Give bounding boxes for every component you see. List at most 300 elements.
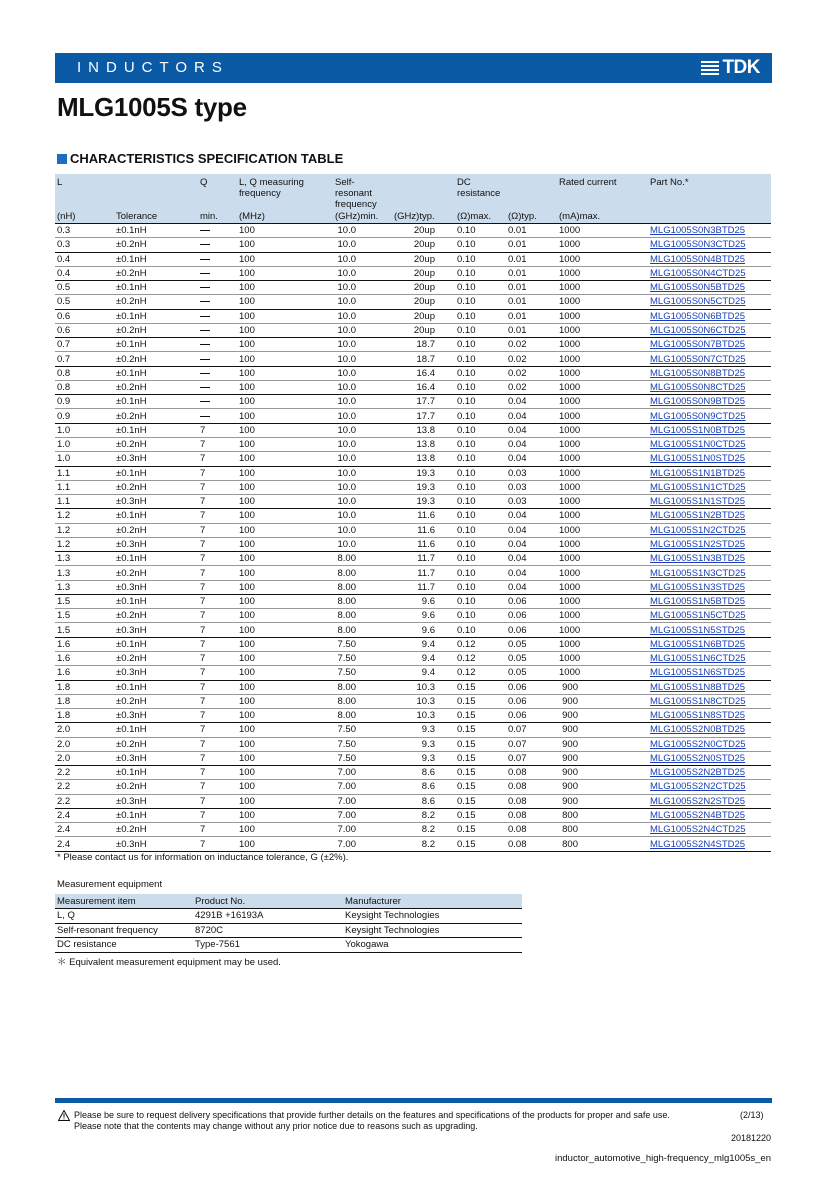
spec-cell: 7 (198, 808, 237, 822)
spec-cell: 0.10 (455, 366, 506, 380)
spec-cell: 10.0 (333, 523, 392, 537)
part-number-link[interactable]: MLG1005S0N8BTD25 (650, 367, 746, 379)
spec-cell: 900 (557, 794, 648, 808)
spec-cell: 10.0 (333, 309, 392, 323)
spec-cell: 7 (198, 552, 237, 566)
part-number-link[interactable]: MLG1005S1N3BTD25 (650, 553, 746, 565)
spec-cell: 0.10 (455, 594, 506, 608)
spec-cell: 7 (198, 666, 237, 680)
spec-cell: 1000 (557, 338, 648, 352)
spec-cell: 0.15 (455, 680, 506, 694)
part-number-cell (648, 794, 771, 808)
spec-row (55, 680, 771, 694)
spec-row (55, 808, 771, 822)
spec-cell: 1.3 (55, 580, 114, 594)
spec-cell: 0.04 (506, 452, 557, 466)
spec-cell: 10.3 (392, 709, 455, 723)
spec-unit-cell: (MHz) (237, 210, 333, 224)
spec-cell: 7 (198, 837, 237, 851)
spec-cell: 100 (237, 252, 333, 266)
spec-row (55, 509, 771, 523)
part-number-link[interactable]: MLG1005S0N4BTD25 (650, 253, 746, 265)
part-number-link[interactable]: MLG1005S2N2STD25 (650, 795, 746, 807)
spec-cell: 0.10 (455, 523, 506, 537)
spec-cell: 7 (198, 823, 237, 837)
spec-cell: 11.6 (392, 509, 455, 523)
spec-cell: 10.0 (333, 480, 392, 494)
spec-cell: 1000 (557, 281, 648, 295)
spec-cell: 1.5 (55, 594, 114, 608)
spec-cell: 10.0 (333, 423, 392, 437)
dash-mark (200, 373, 210, 374)
spec-row (55, 224, 771, 238)
spec-cell: 100 (237, 395, 333, 409)
q-not-applicable (198, 295, 237, 309)
spec-cell: 10.0 (333, 366, 392, 380)
spec-cell: 100 (237, 709, 333, 723)
measurement-header-row (55, 894, 522, 909)
tdk-logo-icon (701, 61, 719, 75)
spec-cell: 11.7 (392, 566, 455, 580)
spec-unit-cell: (GHz)typ. (392, 210, 455, 224)
footer-line-1: Please be sure to request delivery specifications that provide further details on the features and specifications of the products for proper and safe use. (74, 1110, 670, 1120)
spec-cell: 9.4 (392, 651, 455, 665)
part-number-link[interactable]: MLG1005S1N5CTD25 (650, 610, 746, 622)
part-number-link[interactable]: MLG1005S1N3CTD25 (650, 567, 746, 579)
spec-cell: 7.50 (333, 651, 392, 665)
spec-cell: 20up (392, 281, 455, 295)
spec-cell: 100 (237, 480, 333, 494)
spec-cell: ±0.2nH (114, 437, 198, 451)
spec-cell: ±0.1nH (114, 281, 198, 295)
spec-cell: 1000 (557, 266, 648, 280)
q-not-applicable (198, 338, 237, 352)
dash-mark (200, 401, 210, 402)
footer-line-2: Please note that the contents may change without any prior notice due to reasons such as upgrading. (74, 1121, 478, 1131)
part-number-link[interactable]: MLG1005S1N0STD25 (650, 453, 746, 465)
spec-cell: ±0.1nH (114, 594, 198, 608)
spec-unit-cell: (GHz)min. (333, 210, 392, 224)
spec-header-cell (114, 174, 198, 210)
spec-cell: 7.00 (333, 766, 392, 780)
spec-cell: 100 (237, 566, 333, 580)
spec-cell: 800 (557, 823, 648, 837)
spec-cell: 7 (198, 580, 237, 594)
spec-cell: 1000 (557, 466, 648, 480)
spec-row (55, 395, 771, 409)
spec-cell: 0.04 (506, 509, 557, 523)
spec-cell: 7.50 (333, 751, 392, 765)
spec-row (55, 651, 771, 665)
spec-cell: ±0.1nH (114, 723, 198, 737)
spec-cell: 1000 (557, 537, 648, 551)
spec-row (55, 609, 771, 623)
spec-cell: 7 (198, 480, 237, 494)
spec-cell: 100 (237, 651, 333, 665)
spec-cell: 10.0 (333, 509, 392, 523)
spec-cell: 100 (237, 609, 333, 623)
spec-cell: 0.3 (55, 224, 114, 238)
part-number-link[interactable]: MLG1005S1N2STD25 (650, 538, 746, 550)
part-number-link[interactable]: MLG1005S1N6BTD25 (650, 638, 746, 650)
spec-cell: 100 (237, 780, 333, 794)
part-number-cell (648, 680, 771, 694)
spec-cell: 0.02 (506, 338, 557, 352)
spec-cell: 10.0 (333, 495, 392, 509)
spec-cell: 7 (198, 751, 237, 765)
spec-header-cell: Part No.* (648, 174, 771, 210)
spec-cell: 0.9 (55, 395, 114, 409)
spec-cell: ±0.2nH (114, 480, 198, 494)
measurement-cell: 8720C (193, 923, 343, 938)
spec-row (55, 580, 771, 594)
spec-cell: 8.00 (333, 623, 392, 637)
header-banner (55, 53, 772, 83)
spec-cell: ±0.3nH (114, 495, 198, 509)
spec-cell: 0.01 (506, 266, 557, 280)
spec-cell: 0.02 (506, 380, 557, 394)
spec-cell: 0.10 (455, 480, 506, 494)
spec-cell: 0.15 (455, 837, 506, 851)
spec-cell: 0.03 (506, 495, 557, 509)
measurement-row (55, 938, 522, 953)
spec-cell: 100 (237, 594, 333, 608)
spec-cell: ±0.3nH (114, 580, 198, 594)
spec-cell: 0.02 (506, 366, 557, 380)
part-number-link[interactable]: MLG1005S1N2CTD25 (650, 524, 746, 536)
spec-cell: 1000 (557, 580, 648, 594)
spec-cell: 100 (237, 238, 333, 252)
spec-cell: 900 (557, 780, 648, 794)
spec-cell: 2.4 (55, 823, 114, 837)
spec-cell: 7 (198, 452, 237, 466)
spec-cell: 1.3 (55, 566, 114, 580)
spec-cell: 100 (237, 509, 333, 523)
spec-cell: 8.6 (392, 766, 455, 780)
part-number-link[interactable]: MLG1005S1N5STD25 (650, 624, 746, 636)
spec-cell: 0.4 (55, 252, 114, 266)
spec-cell: ±0.1nH (114, 366, 198, 380)
spec-cell: ±0.1nH (114, 338, 198, 352)
spec-cell: 11.7 (392, 580, 455, 594)
spec-cell: 1.8 (55, 680, 114, 694)
spec-cell: 0.15 (455, 766, 506, 780)
part-number-link[interactable]: MLG1005S2N4STD25 (650, 838, 746, 850)
spec-cell: 10.0 (333, 281, 392, 295)
spec-unit-cell: (Ω)typ. (506, 210, 557, 224)
spec-cell: 20up (392, 323, 455, 337)
spec-cell: 0.08 (506, 766, 557, 780)
q-not-applicable (198, 238, 237, 252)
spec-cell: 10.0 (333, 452, 392, 466)
spec-row (55, 523, 771, 537)
q-not-applicable (198, 281, 237, 295)
spec-cell: 0.9 (55, 409, 114, 423)
part-number-cell (648, 780, 771, 794)
spec-cell: 100 (237, 680, 333, 694)
part-number-cell (648, 238, 771, 252)
part-number-cell (648, 338, 771, 352)
spec-unit-cell: (Ω)max. (455, 210, 506, 224)
part-number-link[interactable]: MLG1005S2N2BTD25 (650, 767, 746, 779)
spec-cell: 0.03 (506, 480, 557, 494)
spec-row (55, 694, 771, 708)
spec-header-cell (392, 174, 455, 210)
spec-cell: ±0.3nH (114, 709, 198, 723)
spec-cell: 100 (237, 623, 333, 637)
spec-cell: 1000 (557, 552, 648, 566)
part-number-link[interactable]: MLG1005S1N6STD25 (650, 667, 746, 679)
spec-cell: 1000 (557, 509, 648, 523)
spec-cell: 19.3 (392, 480, 455, 494)
part-number-cell (648, 437, 771, 451)
spec-cell: 0.10 (455, 266, 506, 280)
spec-cell: ±0.2nH (114, 295, 198, 309)
part-number-link[interactable]: MLG1005S2N0CTD25 (650, 738, 746, 750)
measurement-cell: L, Q (55, 909, 193, 924)
spec-cell: ±0.2nH (114, 694, 198, 708)
part-number-link[interactable]: MLG1005S2N4BTD25 (650, 810, 746, 822)
spec-cell: 8.2 (392, 823, 455, 837)
dash-mark (200, 259, 210, 260)
part-number-link[interactable]: MLG1005S2N0STD25 (650, 752, 746, 764)
dash-mark (200, 416, 210, 417)
part-number-cell (648, 552, 771, 566)
spec-unit-cell (648, 210, 771, 224)
spec-cell: 8.00 (333, 594, 392, 608)
spec-cell: 2.0 (55, 737, 114, 751)
spec-cell: 0.01 (506, 309, 557, 323)
part-number-link[interactable]: MLG1005S0N3BTD25 (650, 225, 746, 237)
part-number-cell (648, 466, 771, 480)
spec-cell: 0.10 (455, 224, 506, 238)
spec-cell: 10.0 (333, 266, 392, 280)
spec-cell: ±0.2nH (114, 609, 198, 623)
part-number-link[interactable]: MLG1005S0N7CTD25 (650, 353, 746, 365)
spec-cell: ±0.2nH (114, 409, 198, 423)
part-number-link[interactable]: MLG1005S0N5BTD25 (650, 282, 746, 294)
spec-cell: 9.6 (392, 609, 455, 623)
spec-cell: 18.7 (392, 338, 455, 352)
spec-cell: 0.10 (455, 566, 506, 580)
spec-cell: 1.3 (55, 552, 114, 566)
spec-cell: ±0.3nH (114, 837, 198, 851)
part-number-cell (648, 409, 771, 423)
spec-cell: 900 (557, 723, 648, 737)
part-number-link[interactable]: MLG1005S0N8CTD25 (650, 382, 746, 394)
spec-cell: ±0.2nH (114, 823, 198, 837)
spec-cell: 10.0 (333, 224, 392, 238)
spec-cell: 10.0 (333, 409, 392, 423)
part-number-cell (648, 266, 771, 280)
part-number-link[interactable]: MLG1005S0N6CTD25 (650, 324, 746, 336)
spec-cell: 13.8 (392, 423, 455, 437)
spec-cell: 0.10 (455, 352, 506, 366)
part-number-link[interactable]: MLG1005S0N9BTD25 (650, 396, 746, 408)
spec-cell: ±0.2nH (114, 380, 198, 394)
spec-cell: ±0.2nH (114, 523, 198, 537)
spec-cell: 1000 (557, 566, 648, 580)
spec-cell: 7.50 (333, 737, 392, 751)
spec-cell: 0.4 (55, 266, 114, 280)
spec-cell: 0.02 (506, 352, 557, 366)
spec-cell: ±0.1nH (114, 423, 198, 437)
spec-cell: 2.0 (55, 723, 114, 737)
part-number-cell (648, 651, 771, 665)
part-number-cell (648, 751, 771, 765)
part-number-link[interactable]: MLG1005S0N6BTD25 (650, 310, 746, 322)
spec-row (55, 366, 771, 380)
part-number-link[interactable]: MLG1005S0N4CTD25 (650, 267, 746, 279)
spec-row (55, 309, 771, 323)
part-number-link[interactable]: MLG1005S1N0CTD25 (650, 439, 746, 451)
part-number-link[interactable]: MLG1005S2N0BTD25 (650, 724, 746, 736)
spec-cell: 10.0 (333, 338, 392, 352)
spec-cell: 100 (237, 281, 333, 295)
spec-cell: ±0.3nH (114, 794, 198, 808)
spec-cell: 7.00 (333, 780, 392, 794)
spec-cell: ±0.3nH (114, 537, 198, 551)
spec-cell: 0.10 (455, 580, 506, 594)
spec-cell: 7 (198, 594, 237, 608)
spec-header-cell: L, Q measuring frequency (237, 174, 333, 210)
part-number-link[interactable]: MLG1005S0N7BTD25 (650, 339, 746, 351)
spec-cell: 0.10 (455, 609, 506, 623)
spec-unit-cell: min. (198, 210, 237, 224)
footer-bar (55, 1098, 772, 1103)
warning-icon (58, 1110, 70, 1121)
spec-table (55, 174, 771, 852)
dash-mark (200, 316, 210, 317)
spec-cell: 0.08 (506, 823, 557, 837)
part-number-link[interactable]: MLG1005S1N8CTD25 (650, 695, 746, 707)
spec-cell: 100 (237, 409, 333, 423)
spec-cell: 9.3 (392, 723, 455, 737)
spec-row (55, 352, 771, 366)
part-number-link[interactable]: MLG1005S2N2CTD25 (650, 781, 746, 793)
part-number-link[interactable]: MLG1005S1N1CTD25 (650, 481, 746, 493)
spec-cell: 0.04 (506, 437, 557, 451)
spec-cell: 900 (557, 766, 648, 780)
spec-row (55, 794, 771, 808)
measurement-table (55, 894, 522, 953)
spec-cell: 1000 (557, 452, 648, 466)
section-heading (57, 151, 343, 166)
spec-cell: 0.12 (455, 666, 506, 680)
page-number: (2/13) (740, 1110, 764, 1120)
part-number-link[interactable]: MLG1005S1N3STD25 (650, 581, 746, 593)
dash-mark (200, 273, 210, 274)
part-number-link[interactable]: MLG1005S0N5CTD25 (650, 296, 746, 308)
spec-cell: 1000 (557, 366, 648, 380)
spec-cell: 7 (198, 509, 237, 523)
spec-cell: 0.15 (455, 751, 506, 765)
spec-header-row (55, 174, 771, 210)
spec-cell: 0.15 (455, 723, 506, 737)
spec-cell: 100 (237, 537, 333, 551)
spec-cell: 2.2 (55, 766, 114, 780)
spec-cell: 1.1 (55, 495, 114, 509)
spec-cell: 1000 (557, 495, 648, 509)
spec-cell: 1000 (557, 409, 648, 423)
part-number-link[interactable]: MLG1005S1N1STD25 (650, 496, 746, 508)
spec-cell: 0.08 (506, 837, 557, 851)
part-number-link[interactable]: MLG1005S0N9CTD25 (650, 410, 746, 422)
part-number-cell (648, 637, 771, 651)
spec-header-cell: Self-resonant frequency (333, 174, 392, 210)
part-number-cell (648, 309, 771, 323)
part-number-link[interactable]: MLG1005S1N8BTD25 (650, 681, 746, 693)
spec-cell: 2.2 (55, 794, 114, 808)
spec-cell: 1.8 (55, 709, 114, 723)
part-number-cell (648, 480, 771, 494)
part-number-cell (648, 380, 771, 394)
spec-row (55, 323, 771, 337)
spec-cell: 10.0 (333, 380, 392, 394)
spec-cell: 0.7 (55, 338, 114, 352)
spec-cell: ±0.1nH (114, 509, 198, 523)
spec-cell: 800 (557, 808, 648, 822)
part-number-link[interactable]: MLG1005S1N5BTD25 (650, 596, 746, 608)
part-number-link[interactable]: MLG1005S1N8STD25 (650, 710, 746, 722)
spec-cell: ±0.1nH (114, 252, 198, 266)
spec-cell: 18.7 (392, 352, 455, 366)
part-number-link[interactable]: MLG1005S1N2BTD25 (650, 510, 746, 522)
part-number-link[interactable]: MLG1005S1N1BTD25 (650, 467, 746, 479)
spec-cell: 7 (198, 566, 237, 580)
part-number-link[interactable]: MLG1005S2N4CTD25 (650, 824, 746, 836)
brand-name: TDK (722, 57, 760, 78)
spec-row (55, 480, 771, 494)
spec-row (55, 709, 771, 723)
part-number-cell (648, 694, 771, 708)
part-number-link[interactable]: MLG1005S1N0BTD25 (650, 424, 746, 436)
spec-cell: 0.6 (55, 323, 114, 337)
spec-cell: 7 (198, 466, 237, 480)
spec-cell: 0.10 (455, 437, 506, 451)
spec-cell: 0.08 (506, 808, 557, 822)
spec-cell: ±0.1nH (114, 224, 198, 238)
spec-cell: 7.50 (333, 723, 392, 737)
spec-row (55, 637, 771, 651)
spec-unit-cell: (nH) (55, 210, 114, 224)
spec-cell: 8.00 (333, 580, 392, 594)
spec-cell: 8.6 (392, 780, 455, 794)
measurement-header-cell: Measurement item (55, 894, 193, 909)
spec-cell: 8.2 (392, 837, 455, 851)
spec-unit-cell: Tolerance (114, 210, 198, 224)
spec-cell: 800 (557, 837, 648, 851)
spec-cell: 7 (198, 523, 237, 537)
part-number-link[interactable]: MLG1005S1N6CTD25 (650, 653, 746, 665)
spec-cell: ±0.1nH (114, 395, 198, 409)
spec-cell: 0.04 (506, 409, 557, 423)
spec-cell: 0.07 (506, 751, 557, 765)
spec-cell: 0.04 (506, 552, 557, 566)
spec-row (55, 566, 771, 580)
spec-cell: 0.04 (506, 537, 557, 551)
part-number-link[interactable]: MLG1005S0N3CTD25 (650, 239, 746, 251)
spec-cell: 8.00 (333, 680, 392, 694)
spec-cell: 2.4 (55, 837, 114, 851)
spec-cell: 100 (237, 224, 333, 238)
spec-cell: 100 (237, 437, 333, 451)
spec-cell: 1000 (557, 352, 648, 366)
spec-cell: 20up (392, 224, 455, 238)
spec-cell: 7 (198, 495, 237, 509)
spec-cell: 0.05 (506, 637, 557, 651)
spec-cell: 100 (237, 366, 333, 380)
